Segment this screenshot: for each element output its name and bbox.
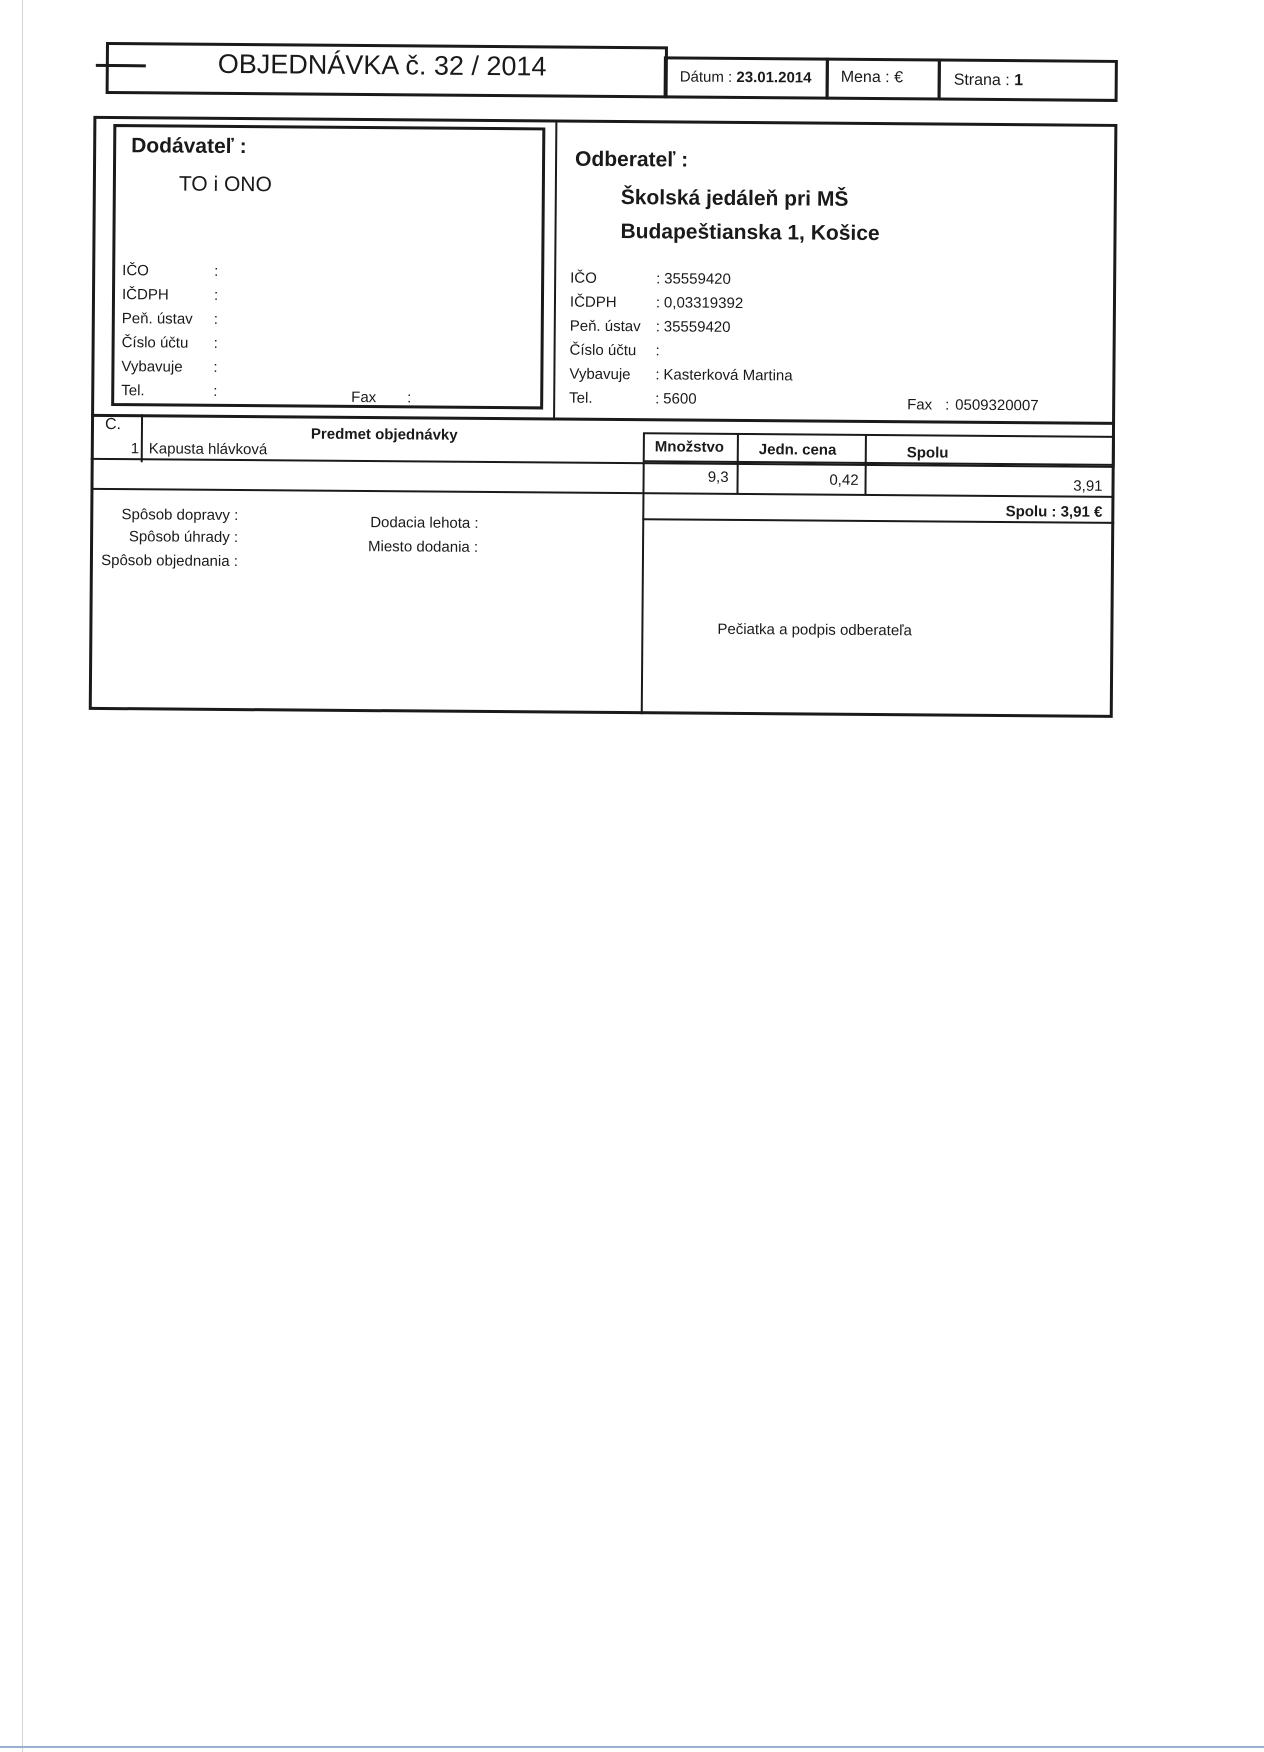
- col-no-header: Č.: [104, 416, 122, 434]
- table-row-total: 3,91: [1073, 477, 1103, 495]
- delivery-time-label: Dodacia lehota :: [370, 514, 479, 532]
- supplier-field-bank-sep: :: [213, 310, 219, 328]
- currency-field: [841, 69, 903, 87]
- page-label: Strana :: [953, 71, 1010, 90]
- form-mark-icon: [96, 64, 146, 67]
- bottom-scan-edge: [0, 1746, 1264, 1748]
- supplier-heading: Dodávateľ :: [131, 134, 247, 159]
- supplier-field-account-label: Číslo účtu: [121, 334, 189, 352]
- supplier-field-tel-label: Tel.: [121, 382, 145, 400]
- delivery-place-label: Miesto dodania :: [367, 538, 479, 556]
- col-total-header: Spolu: [906, 444, 949, 462]
- table-row-unit-price: 0,42: [829, 471, 859, 489]
- customer-fax-label: Fax: [907, 396, 933, 414]
- customer-field-ico-value: 35559420: [664, 270, 731, 288]
- supplier-field-bank-label: Peň. ústav: [121, 310, 193, 328]
- supplier-field-ico-sep: :: [214, 262, 219, 280]
- customer-name: Školská jedáleň pri MŠ: [620, 186, 849, 211]
- grand-total: Spolu : 3,91 €: [1005, 503, 1103, 521]
- currency-value: €: [894, 69, 904, 87]
- col-unit-price-header: Jedn. cena: [758, 441, 837, 459]
- supplier-field-icdph-label: IČDPH: [121, 286, 169, 304]
- col-qty-header: Množstvo: [654, 438, 725, 456]
- supplier-fax-label: Fax: [351, 388, 377, 407]
- customer-field-ico-label: IČO: [570, 269, 597, 287]
- supplier-name: TO i ONO: [178, 172, 272, 197]
- date-value: 23.01.2014: [736, 68, 812, 87]
- no-column-line: [141, 414, 143, 462]
- date-label: Dátum :: [679, 68, 733, 86]
- page-field: [954, 72, 1024, 91]
- table-row-qty: 9,3: [707, 468, 729, 486]
- supplier-field-icdph-sep: :: [213, 286, 219, 304]
- currency-label: Mena :: [840, 68, 890, 87]
- supplier-field-handler-label: Vybavuje: [121, 358, 183, 376]
- date-field: [680, 69, 812, 87]
- customer-field-bank-value: 35559420: [663, 318, 731, 336]
- customer-field-icdph-label: IČDPH: [569, 293, 617, 312]
- customer-field-account-label: Číslo účtu: [569, 341, 637, 360]
- customer-field-handler-label: Vybavuje: [569, 365, 631, 384]
- customer-fax-value: 0509320007: [955, 396, 1039, 415]
- supplier-field-account-sep: :: [213, 334, 218, 352]
- customer-field-icdph-sep: :: [655, 294, 661, 312]
- payment-label: Spôsob úhrady :: [128, 528, 239, 547]
- customer-fax-sep: :: [945, 396, 950, 414]
- transport-label: Spôsob dopravy :: [121, 506, 239, 525]
- customer-field-account-sep: :: [655, 342, 660, 360]
- stamp-signature-label: Pečiatka a podpis odberateľa: [717, 620, 912, 640]
- customer-field-bank-label: Peň. ústav: [569, 317, 641, 336]
- supplier-fax-sep: :: [407, 389, 412, 407]
- supplier-field-ico-label: IČO: [122, 262, 149, 280]
- customer-field-handler-value: Kasterková Martina: [663, 366, 793, 385]
- customer-address: Budapeštianska 1, Košice: [620, 220, 880, 246]
- customer-heading: Odberateľ :: [575, 147, 689, 172]
- page-title: OBJEDNÁVKA č. 32 / 2014: [217, 48, 547, 82]
- supplier-field-handler-sep: :: [213, 358, 218, 376]
- customer-field-ico-sep: :: [656, 270, 661, 288]
- order-form: [101, 42, 1118, 718]
- table-row-subject: Kapusta hlávková: [148, 440, 268, 459]
- customer-field-tel-label: Tel.: [569, 389, 593, 407]
- left-scan-edge: [22, 0, 23, 1752]
- customer-field-bank-sep: :: [655, 318, 661, 336]
- table-row-no: 1: [130, 440, 140, 458]
- order-method-label: Spôsob objednania :: [101, 551, 238, 571]
- supplier-field-tel-sep: :: [213, 382, 218, 400]
- customer-field-icdph-value: 0,03319392: [663, 294, 744, 313]
- customer-field-handler-sep: :: [655, 366, 660, 384]
- customer-field-tel-value: 5600: [663, 390, 697, 408]
- customer-field-tel-sep: :: [655, 390, 660, 408]
- col-subject-header: Predmet objednávky: [310, 425, 458, 444]
- page-value: 1: [1014, 72, 1024, 90]
